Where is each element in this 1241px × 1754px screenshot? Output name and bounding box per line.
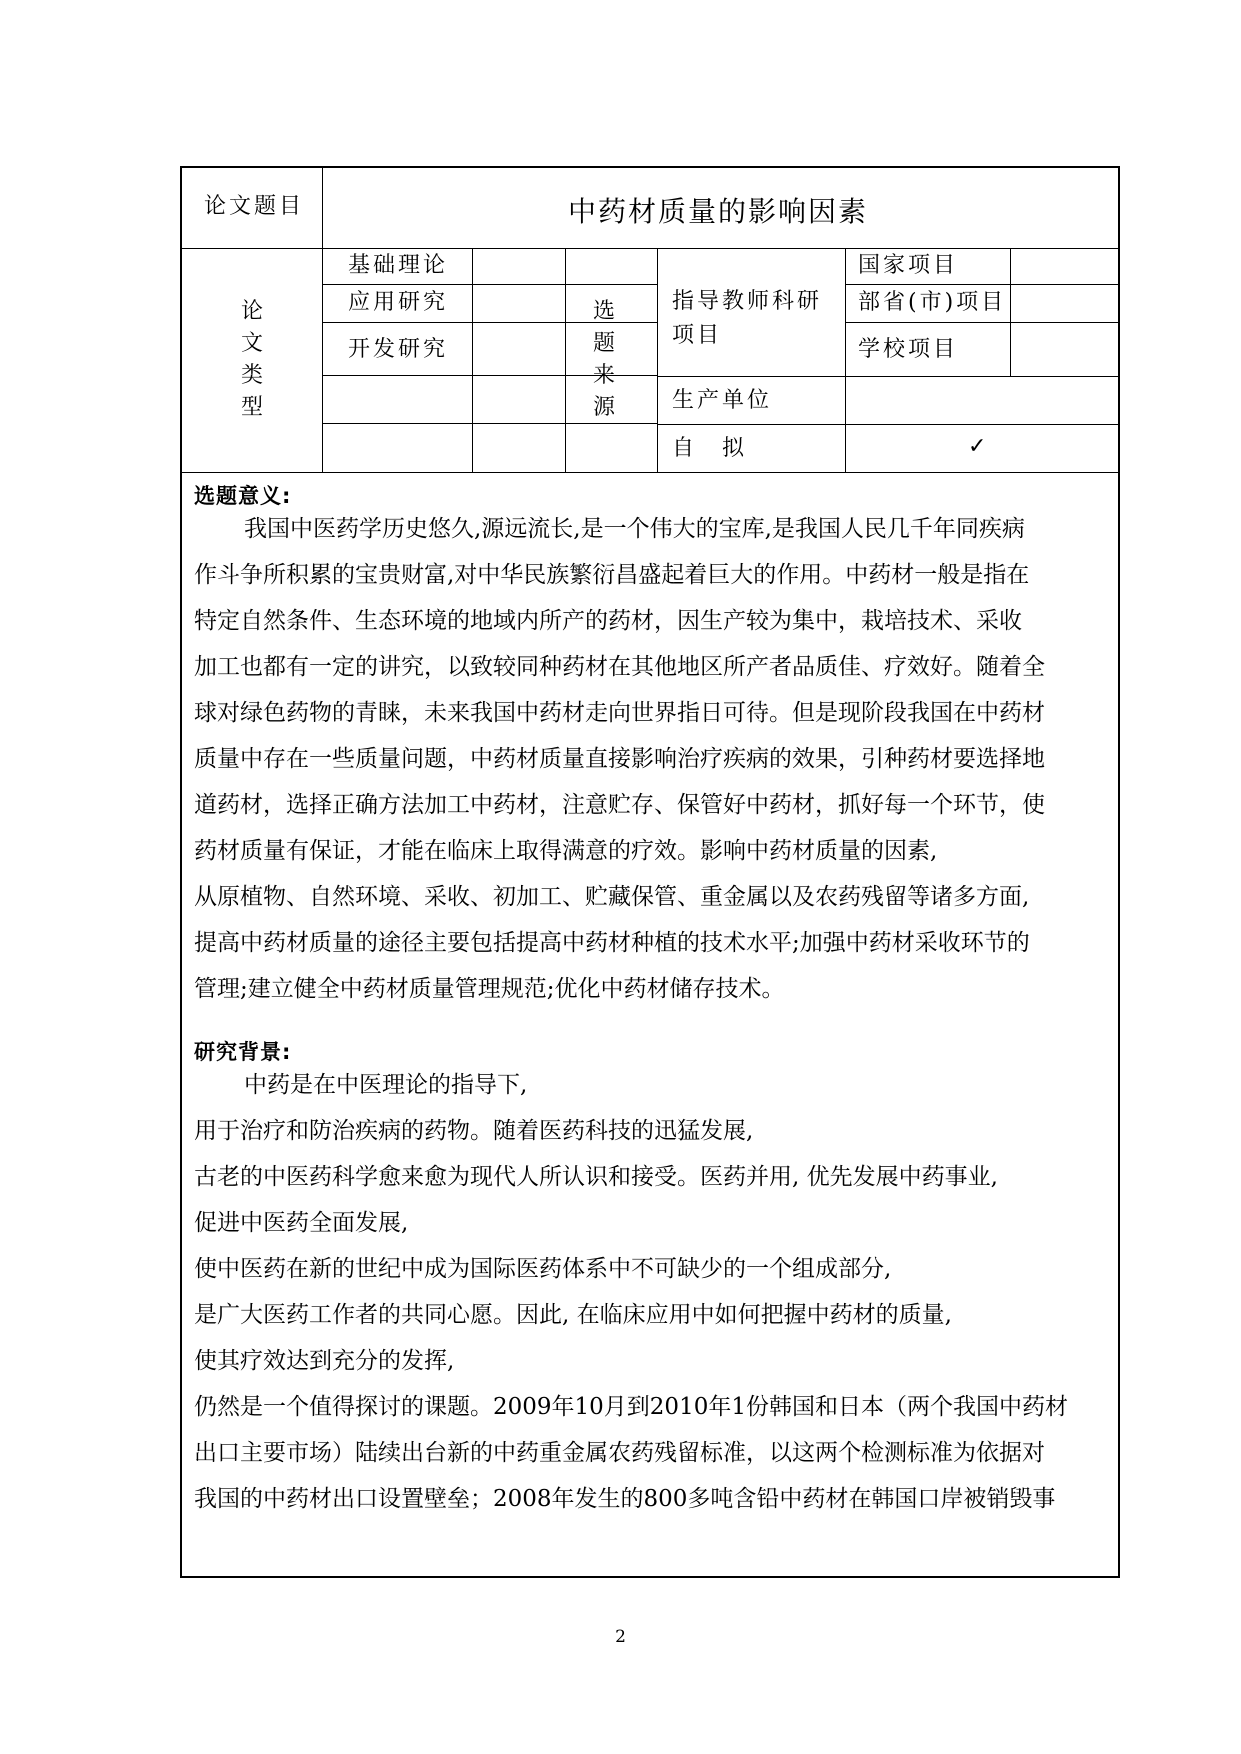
paragraph-line: 我国中医药学历史悠久,源远流长,是一个伟大的宝库,是我国人民几千年同疾病: [244, 516, 1025, 542]
paragraph-line: 质量中存在一些质量问题，中药材质量直接影响治疗疾病的效果，引种药材要选择地: [194, 746, 1045, 772]
thesis-form: [180, 166, 1120, 1578]
paragraph-line: 古老的中医药科学愈来愈为现代人所认识和接受。医药并用, 优先发展中药事业,: [194, 1164, 998, 1190]
col-divider: [1010, 248, 1011, 376]
type-basic-theory: 基础理论: [348, 253, 449, 278]
production-unit-label: 生产单位: [672, 388, 773, 413]
type-development-research: 开发研究: [348, 337, 449, 362]
col-divider: [472, 248, 473, 473]
background-heading: 研究背景:: [194, 1040, 292, 1064]
thesis-title: 中药材质量的影响因素: [568, 195, 869, 228]
significance-heading: 选题意义:: [194, 484, 292, 508]
project-school: 学校项目: [858, 337, 959, 362]
row-divider: [657, 424, 1118, 425]
row-divider: [845, 284, 1118, 285]
paragraph-line: 促进中医药全面发展,: [194, 1210, 409, 1236]
advisor-project-label: 指导教师科研项目: [672, 289, 823, 348]
paragraph-line: 仍然是一个值得探讨的课题。2009年10月到2010年1份韩国和日本（两个我国中药材: [194, 1394, 1068, 1420]
row-divider: [322, 284, 657, 285]
paragraph-line: 使其疗效达到充分的发挥,: [194, 1348, 455, 1374]
col-divider: [845, 248, 846, 473]
row-divider: [845, 322, 1118, 323]
paragraph-line: 道药材，选择正确方法加工中药材，注意贮存、保管好中药材，抓好每一个环节，使: [194, 792, 1045, 818]
background-text: [194, 1062, 1114, 1522]
self-proposed-check-icon: ✓: [968, 434, 990, 459]
paragraph-line: 管理;建立健全中药材质量管理规范;优化中药材储存技术。: [194, 976, 785, 1002]
paragraph-line: 使中医药在新的世纪中成为国际医药体系中不可缺少的一个组成部分,: [194, 1256, 892, 1282]
page-number: 2: [615, 1627, 626, 1647]
row-divider: [182, 472, 1118, 473]
project-provincial: 部省(市)项目: [858, 290, 1007, 315]
paragraph-line: 用于治疗和防治疾病的药物。随着医药科技的迅猛发展,: [194, 1118, 754, 1144]
project-national: 国家项目: [858, 253, 959, 278]
thesis-type-label: 论文类型: [240, 299, 263, 420]
paragraph-line: 球对绿色药物的青睐，未来我国中药材走向世界指日可待。但是现阶段我国在中药材: [194, 700, 1045, 726]
paragraph-line: 提高中药材质量的途径主要包括提高中药材种植的技术水平;加强中药材采收环节的: [194, 930, 1030, 956]
paragraph-line: 药材质量有保证，才能在临床上取得满意的疗效。影响中药材质量的因素,: [194, 838, 938, 864]
type-applied-research: 应用研究: [348, 290, 449, 315]
paragraph-line: 我国的中药材出口设置壁垒；2008年发生的800多吨含铅中药材在韩国口岸被销毁事: [194, 1486, 1056, 1512]
topic-source-label: 选题来源: [592, 299, 615, 420]
paragraph-line: 是广大医药工作者的共同心愿。因此, 在临床应用中如何把握中药材的质量,: [194, 1302, 952, 1328]
row-divider: [657, 376, 1118, 377]
paragraph-line: 加工也都有一定的讲究，以致较同种药材在其他地区所产者品质佳、疗效好。随着全: [194, 654, 1045, 680]
paragraph-line: 中药是在中医理论的指导下,: [244, 1072, 528, 1098]
paragraph-line: 作斗争所积累的宝贵财富,对中华民族繁衍昌盛起着巨大的作用。中药材一般是指在: [194, 562, 1030, 588]
paragraph-line: 特定自然条件、生态环境的地域内所产的药材，因生产较为集中，栽培技术、采收: [194, 608, 1022, 634]
significance-text: [194, 506, 1114, 1012]
paragraph-line: 出口主要市场）陆续出台新的中药重金属农药残留标准，以这两个检测标准为依据对: [194, 1440, 1045, 1466]
self-proposed-label: 自 拟: [672, 436, 748, 461]
thesis-title-label: 论文题目: [204, 194, 305, 219]
col-divider: [565, 248, 566, 473]
col-divider: [657, 248, 658, 473]
col-divider: [322, 168, 323, 473]
paragraph-line: 从原植物、自然环境、采收、初加工、贮藏保管、重金属以及农药残留等诸多方面,: [194, 884, 1030, 910]
